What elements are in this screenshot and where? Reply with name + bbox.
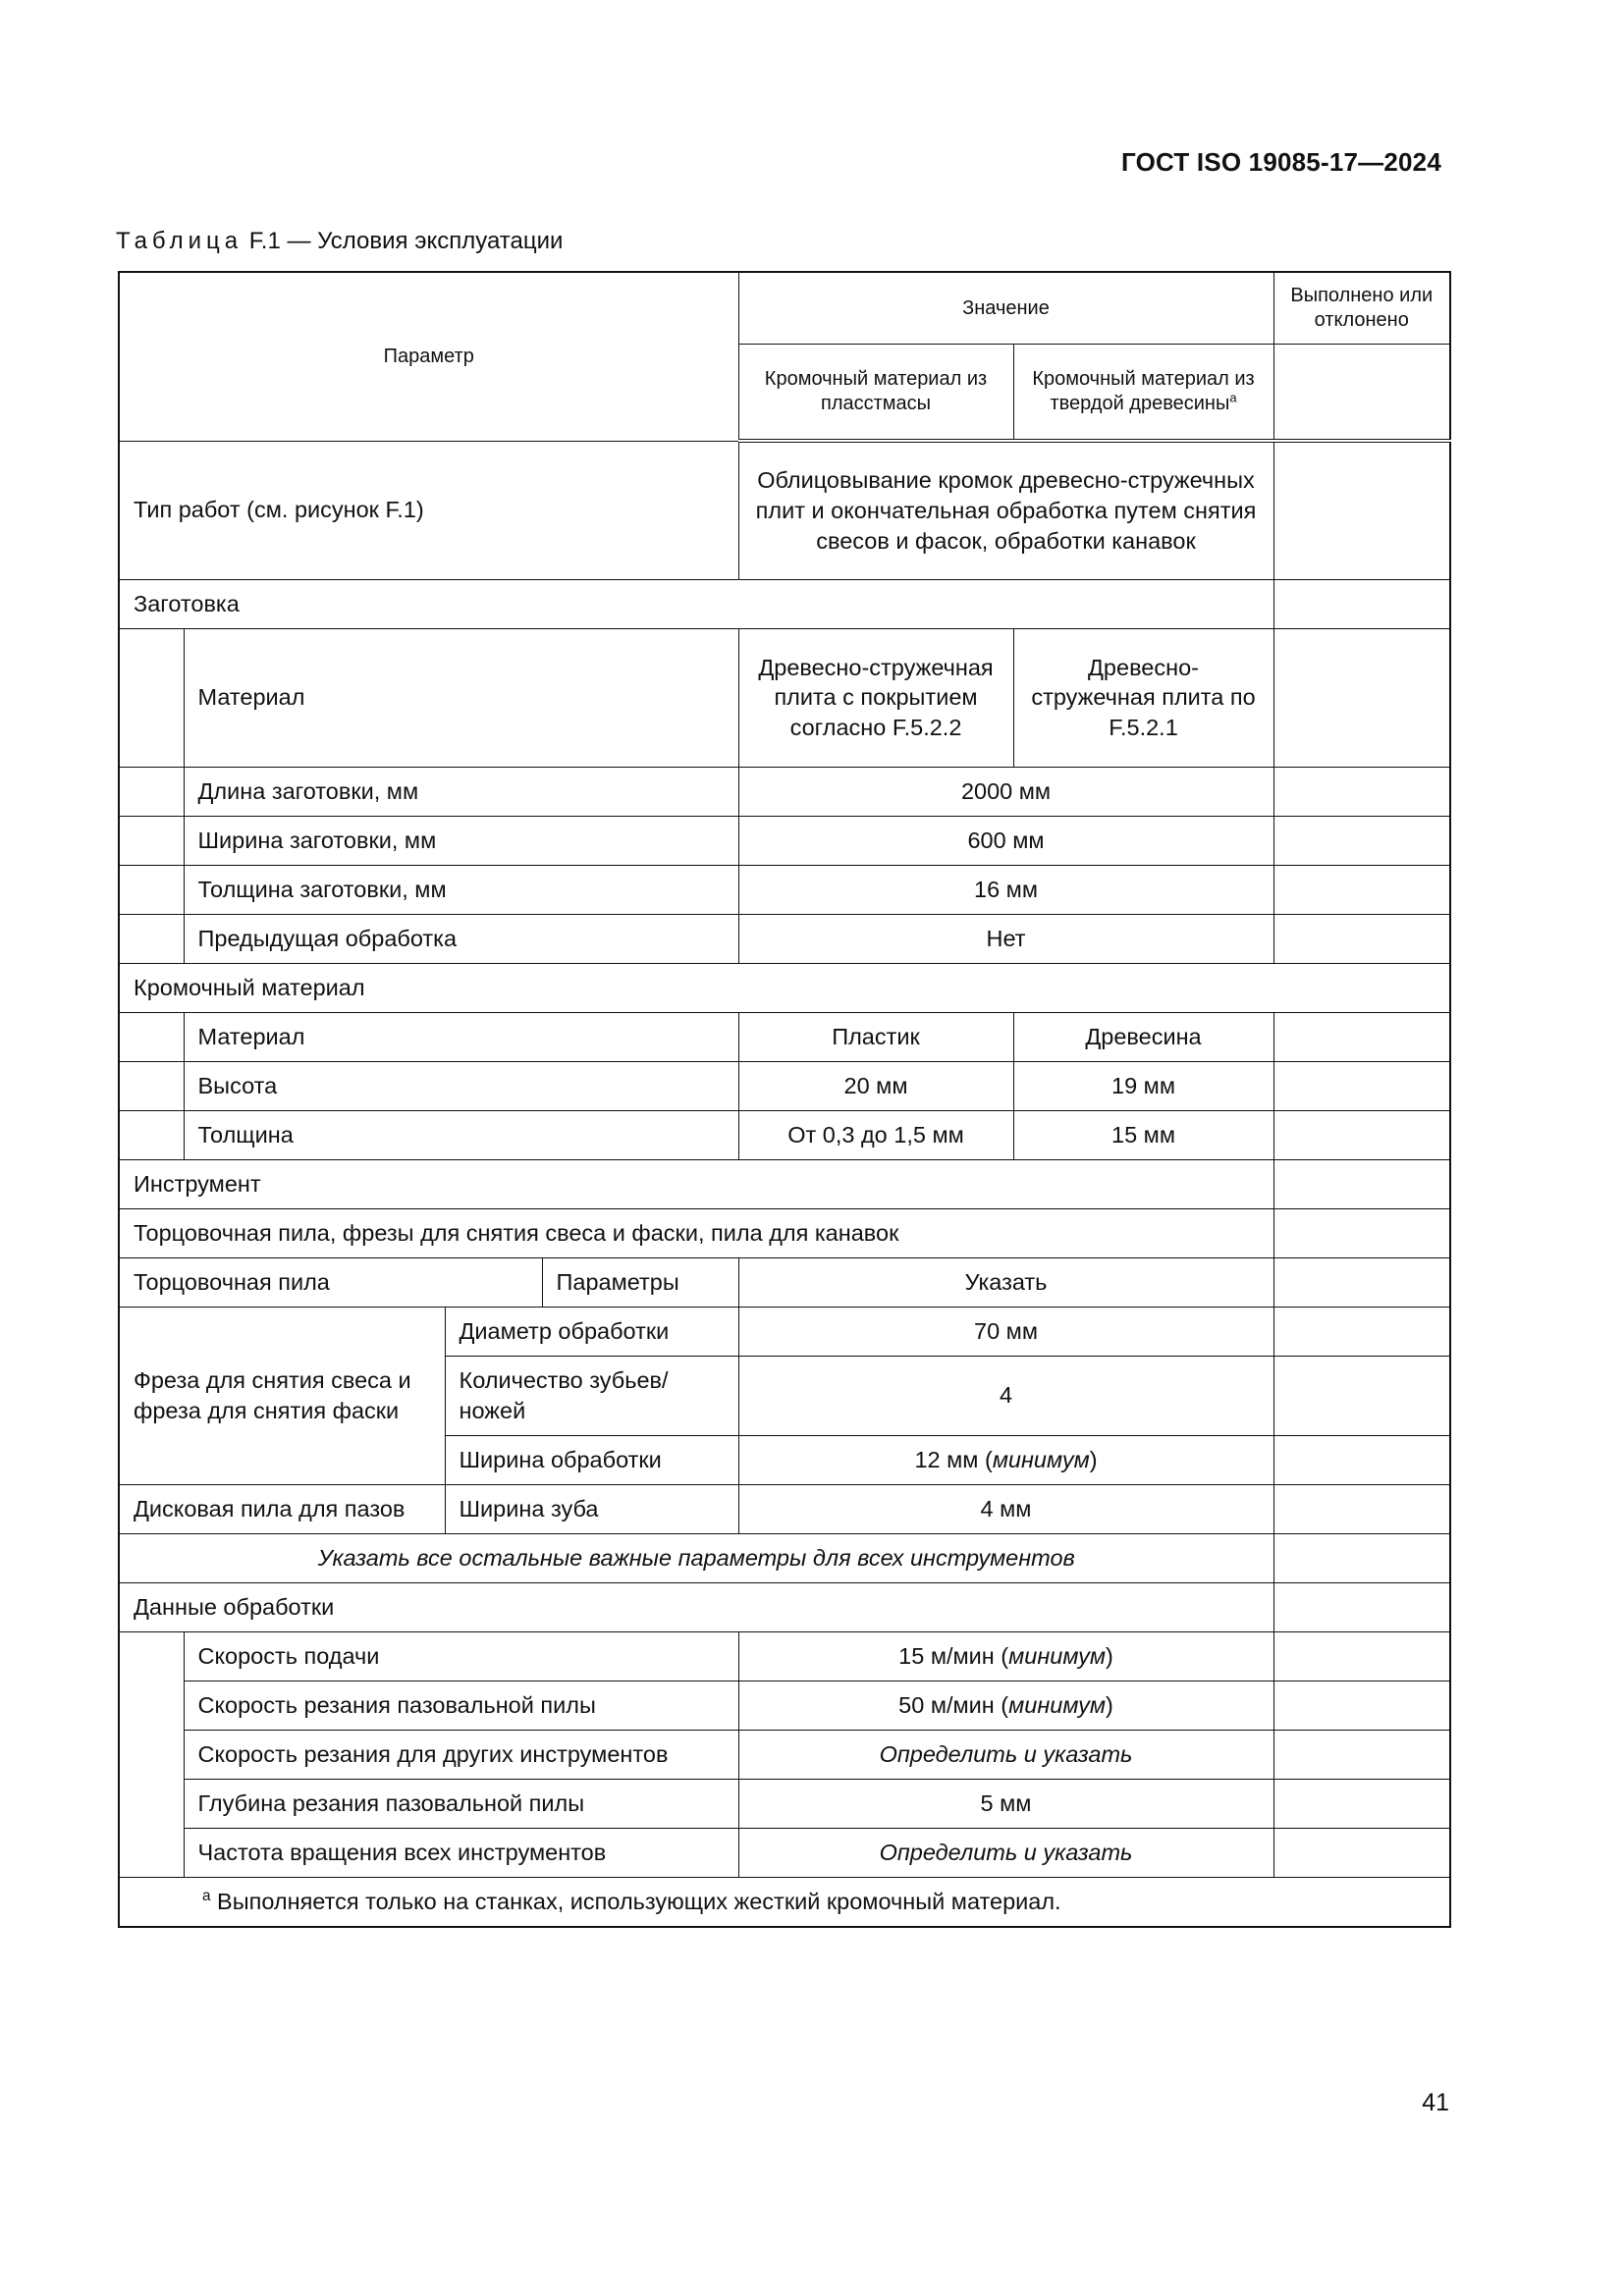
workpiece-row-label: Предыдущая обработка: [184, 914, 738, 963]
done-cell: [1273, 1828, 1450, 1877]
processing-row: [119, 1779, 1450, 1828]
indent-cell: [119, 1631, 184, 1877]
workpiece-row-value: 600 мм: [738, 816, 1273, 865]
done-cell: [1273, 767, 1450, 816]
workpiece-row: [119, 914, 1450, 963]
processing-section-row: [119, 1582, 1450, 1631]
workpiece-row-value: 16 мм: [738, 865, 1273, 914]
done-cell: [1273, 579, 1450, 628]
done-cell: [1273, 1631, 1450, 1681]
header-edge-hardwood: [1013, 345, 1273, 442]
indent-cell: [119, 1110, 184, 1159]
groove-saw-label: Дисковая пила для пазов: [119, 1484, 445, 1533]
workpiece-row: [119, 816, 1450, 865]
tools-section-row: [119, 1159, 1450, 1208]
edge-row-plastic: 20 мм: [738, 1061, 1013, 1110]
edge-row-hardwood: 15 мм: [1013, 1110, 1273, 1159]
header-parameter: Параметр: [119, 272, 738, 441]
processing-row-value: Определить и указать: [738, 1828, 1273, 1877]
processing-row-value: 15 м/мин: [898, 1642, 995, 1669]
tools-list-row: [119, 1208, 1450, 1257]
done-cell: [1273, 1307, 1450, 1356]
indent-cell: [119, 914, 184, 963]
edge-section-label: Кромочный материал: [119, 963, 1450, 1012]
cutter-row: [119, 1307, 1450, 1356]
edge-row-plastic: От 0,3 до 1,5 мм: [738, 1110, 1013, 1159]
edge-row: [119, 1110, 1450, 1159]
done-cell: [1273, 1012, 1450, 1061]
processing-row-value-cell: 50 м/мин (минимум): [738, 1681, 1273, 1730]
groove-saw-row: [119, 1484, 1450, 1533]
tools-note-row: [119, 1533, 1450, 1582]
edge-row-label: Высота: [184, 1061, 738, 1110]
done-cell: [1273, 1582, 1450, 1631]
done-cell: [1273, 1484, 1450, 1533]
indent-cell: [119, 1012, 184, 1061]
workpiece-row-label: Длина заготовки, мм: [184, 767, 738, 816]
tools-list: Торцовочная пила, фрезы для снятия свеса и фаски, пила для канавок: [119, 1208, 1273, 1257]
processing-row-value-cell: 15 м/мин (минимум): [738, 1631, 1273, 1681]
processing-row-label: Скорость резания для других инструментов: [184, 1730, 738, 1779]
processing-row-label: Скорость резания пазовальной пилы: [184, 1681, 738, 1730]
cutter-param: Диаметр обработки: [445, 1307, 738, 1356]
footnote-text: Выполняется только на станках, использующих жесткий кромочный материал.: [217, 1888, 1061, 1914]
processing-row-label: Скорость подачи: [184, 1631, 738, 1681]
done-cell: [1273, 816, 1450, 865]
edge-row-hardwood: 19 мм: [1013, 1061, 1273, 1110]
trim-saw-row: [119, 1257, 1450, 1307]
workpiece-row-value: 2000 мм: [738, 767, 1273, 816]
workpiece-row-label: Ширина заготовки, мм: [184, 816, 738, 865]
processing-row: [119, 1631, 1450, 1681]
done-cell: [1273, 1257, 1450, 1307]
processing-row: [119, 1681, 1450, 1730]
groove-saw-value: 4 мм: [738, 1484, 1273, 1533]
table-caption: [116, 228, 563, 255]
edge-section-row: [119, 963, 1450, 1012]
cutter-value: 12 мм: [914, 1446, 979, 1472]
edge-row-label: Материал: [184, 1012, 738, 1061]
workpiece-material-label: Материал: [184, 628, 738, 767]
workpiece-row-label: Толщина заготовки, мм: [184, 865, 738, 914]
done-cell: [1273, 1730, 1450, 1779]
workpiece-row: [119, 865, 1450, 914]
caption-word: Таблица: [116, 228, 244, 254]
trim-saw-param: Параметры: [542, 1257, 738, 1307]
cutter-param: Ширина обработки: [445, 1435, 738, 1484]
header-edge-hardwood-text: Кромочный материал из твердой древесины: [1032, 368, 1255, 414]
processing-row-note: минимум: [1008, 1691, 1107, 1718]
workpiece-material-plastic: Древесно-стружечная плита с покрытием согласно F.5.2.2: [738, 628, 1013, 767]
done-cell: [1273, 914, 1450, 963]
header-done-blank: [1273, 345, 1450, 442]
caption-title: F.1 — Условия эксплуатации: [248, 228, 564, 254]
processing-row-label: Глубина резания пазовальной пилы: [184, 1779, 738, 1828]
groove-saw-param: Ширина зуба: [445, 1484, 738, 1533]
done-cell: [1273, 1159, 1450, 1208]
trim-saw-label: Торцовочная пила: [119, 1257, 542, 1307]
edge-row-hardwood: Древесина: [1013, 1012, 1273, 1061]
done-cell: [1273, 1356, 1450, 1435]
edge-row: [119, 1061, 1450, 1110]
indent-cell: [119, 816, 184, 865]
standard-number: ГОСТ ISO 19085-17—2024: [1121, 147, 1441, 177]
workpiece-row: [119, 767, 1450, 816]
cutter-value-cell: 12 мм (минимум): [738, 1435, 1273, 1484]
footnote-row: [119, 1877, 1450, 1927]
indent-cell: [119, 767, 184, 816]
cutter-value: 70 мм: [738, 1307, 1273, 1356]
edge-row-plastic: Пластик: [738, 1012, 1013, 1061]
footnote-mark: a: [1229, 390, 1237, 405]
edge-row: [119, 1012, 1450, 1061]
processing-row-value: 5 мм: [738, 1779, 1273, 1828]
edge-row-label: Толщина: [184, 1110, 738, 1159]
done-cell: [1273, 1061, 1450, 1110]
processing-section-label: Данные обработки: [119, 1582, 1273, 1631]
workpiece-material-row: [119, 628, 1450, 767]
done-cell: [1273, 628, 1450, 767]
done-cell: [1273, 1110, 1450, 1159]
work-type-value: Облицовывание кромок древесно-стружечных плит и окончательная обработка путем снятия свесов и фасок, обработки канавок: [738, 441, 1273, 579]
processing-row: [119, 1730, 1450, 1779]
footnote-mark: a: [202, 1887, 211, 1904]
conditions-table: [118, 271, 1451, 1928]
done-cell: [1273, 1533, 1450, 1582]
tools-note: Указать все остальные важные параметры для всех инструментов: [119, 1533, 1273, 1582]
workpiece-material-hardwood: Древесно-стружечная плита по F.5.2.1: [1013, 628, 1273, 767]
cutter-value: 4: [738, 1356, 1273, 1435]
done-cell: [1273, 441, 1450, 579]
processing-row-note: минимум: [1008, 1642, 1107, 1669]
processing-row-value: 50 м/мин: [898, 1691, 995, 1718]
header-value: Значение: [738, 272, 1273, 345]
indent-cell: [119, 628, 184, 767]
trim-saw-value: Указать: [738, 1257, 1273, 1307]
indent-cell: [119, 1061, 184, 1110]
done-cell: [1273, 1681, 1450, 1730]
cutters-label: Фреза для снятия свеса и фреза для снятия фаски: [119, 1307, 445, 1484]
page-number: 41: [1422, 2089, 1449, 2116]
done-cell: [1273, 1435, 1450, 1484]
header-row-1: [119, 272, 1450, 345]
footnote: [119, 1877, 1450, 1927]
workpiece-row-value: Нет: [738, 914, 1273, 963]
cutter-param: Количество зубьев/ножей: [445, 1356, 738, 1435]
header-done: Выполнено или отклонено: [1273, 272, 1450, 345]
done-cell: [1273, 1208, 1450, 1257]
workpiece-section-label: Заготовка: [119, 579, 1273, 628]
tools-section-label: Инструмент: [119, 1159, 1273, 1208]
work-type-row: [119, 441, 1450, 579]
work-type-label: Тип работ (см. рисунок F.1): [119, 441, 738, 579]
workpiece-section-row: [119, 579, 1450, 628]
indent-cell: [119, 865, 184, 914]
done-cell: [1273, 865, 1450, 914]
processing-row-value: Определить и указать: [738, 1730, 1273, 1779]
done-cell: [1273, 1779, 1450, 1828]
header-edge-plastic: Кромочный материал из пласстмасы: [738, 345, 1013, 442]
cutter-value-note: минимум: [992, 1446, 1090, 1472]
processing-row: [119, 1828, 1450, 1877]
processing-row-label: Частота вращения всех инструментов: [184, 1828, 738, 1877]
